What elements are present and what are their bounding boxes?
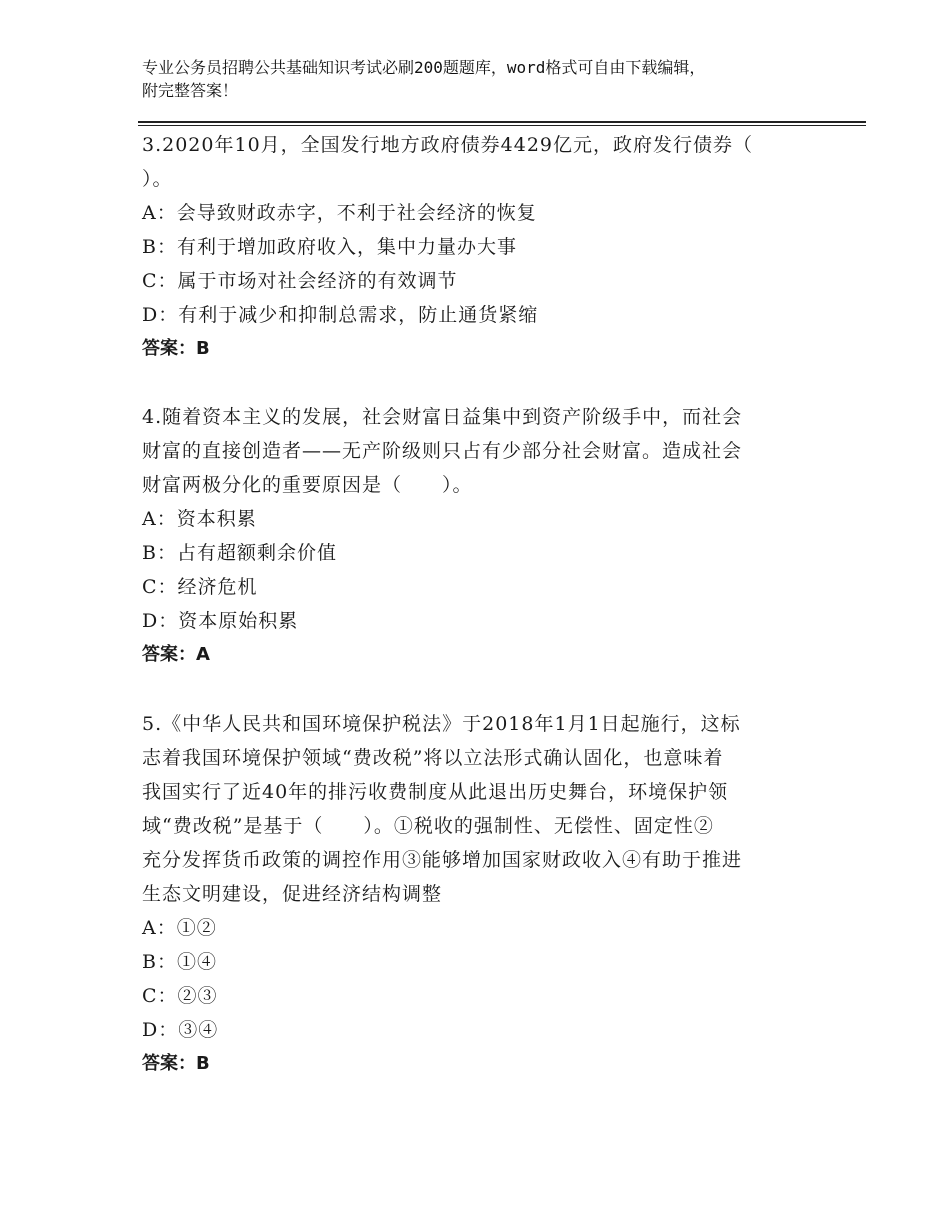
header-line: 附完整答案！ [142, 81, 239, 100]
stem-line: 域“费改税”是基于（ ）。①税收的强制性、无偿性、固定性② [142, 815, 714, 837]
question-3 [142, 128, 802, 366]
option-c: C：属于市场对社会经济的有效调节 [142, 270, 458, 292]
document-header [142, 56, 832, 102]
stem-line: 生态文明建设，促进经济结构调整 [142, 883, 443, 905]
stem-line: 志着我国环境保护领域“费改税”将以立法形式确认固化，也意味着 [142, 747, 724, 769]
option-b: B：有利于增加政府收入，集中力量办大事 [142, 236, 517, 258]
answer: 答案：B [142, 338, 210, 359]
option-a: A：资本积累 [142, 508, 257, 530]
stem-line: 财富两极分化的重要原因是（ ）。 [142, 474, 473, 496]
answer: 答案：B [142, 1053, 210, 1074]
question-stem [142, 400, 802, 502]
option-b: B：①④ [142, 951, 217, 973]
question-4 [142, 400, 802, 672]
option-c: C：②③ [142, 985, 218, 1007]
option-a: A：①② [142, 917, 217, 939]
option-d: D：有利于减少和抑制总需求，防止通货紧缩 [142, 304, 539, 326]
option-d: D：资本原始积累 [142, 610, 299, 632]
question-stem [142, 707, 802, 911]
stem-line: 财富的直接创造者——无产阶级则只占有少部分社会财富。造成社会 [142, 440, 743, 462]
option-c: C：经济危机 [142, 576, 258, 598]
stem-line: 5.《中华人民共和国环境保护税法》于2018年1月1日起施行，这标 [142, 713, 741, 735]
question-stem [142, 128, 802, 196]
option-d: D：③④ [142, 1019, 219, 1041]
stem-line: ）。 [142, 168, 173, 190]
header-divider-thin [138, 125, 866, 126]
stem-line: 4.随着资本主义的发展，社会财富日益集中到资产阶级手中，而社会 [142, 406, 743, 428]
option-a: A：会导致财政赤字，不利于社会经济的恢复 [142, 202, 537, 224]
stem-line: 3.2020年10月，全国发行地方政府债券4429亿元，政府发行债券（ [142, 134, 754, 156]
header-line: 专业公务员招聘公共基础知识考试必刷200题题库，word格式可自由下载编辑， [142, 58, 706, 77]
stem-line: 充分发挥货币政策的调控作用③能够增加国家财政收入④有助于推进 [142, 849, 743, 871]
option-b: B：占有超额剩余价值 [142, 542, 337, 564]
question-5 [142, 707, 802, 1081]
header-divider [138, 121, 866, 123]
stem-line: 我国实行了近40年的排污收费制度从此退出历史舞台，环境保护领 [142, 781, 729, 803]
answer: 答案：A [142, 644, 210, 665]
